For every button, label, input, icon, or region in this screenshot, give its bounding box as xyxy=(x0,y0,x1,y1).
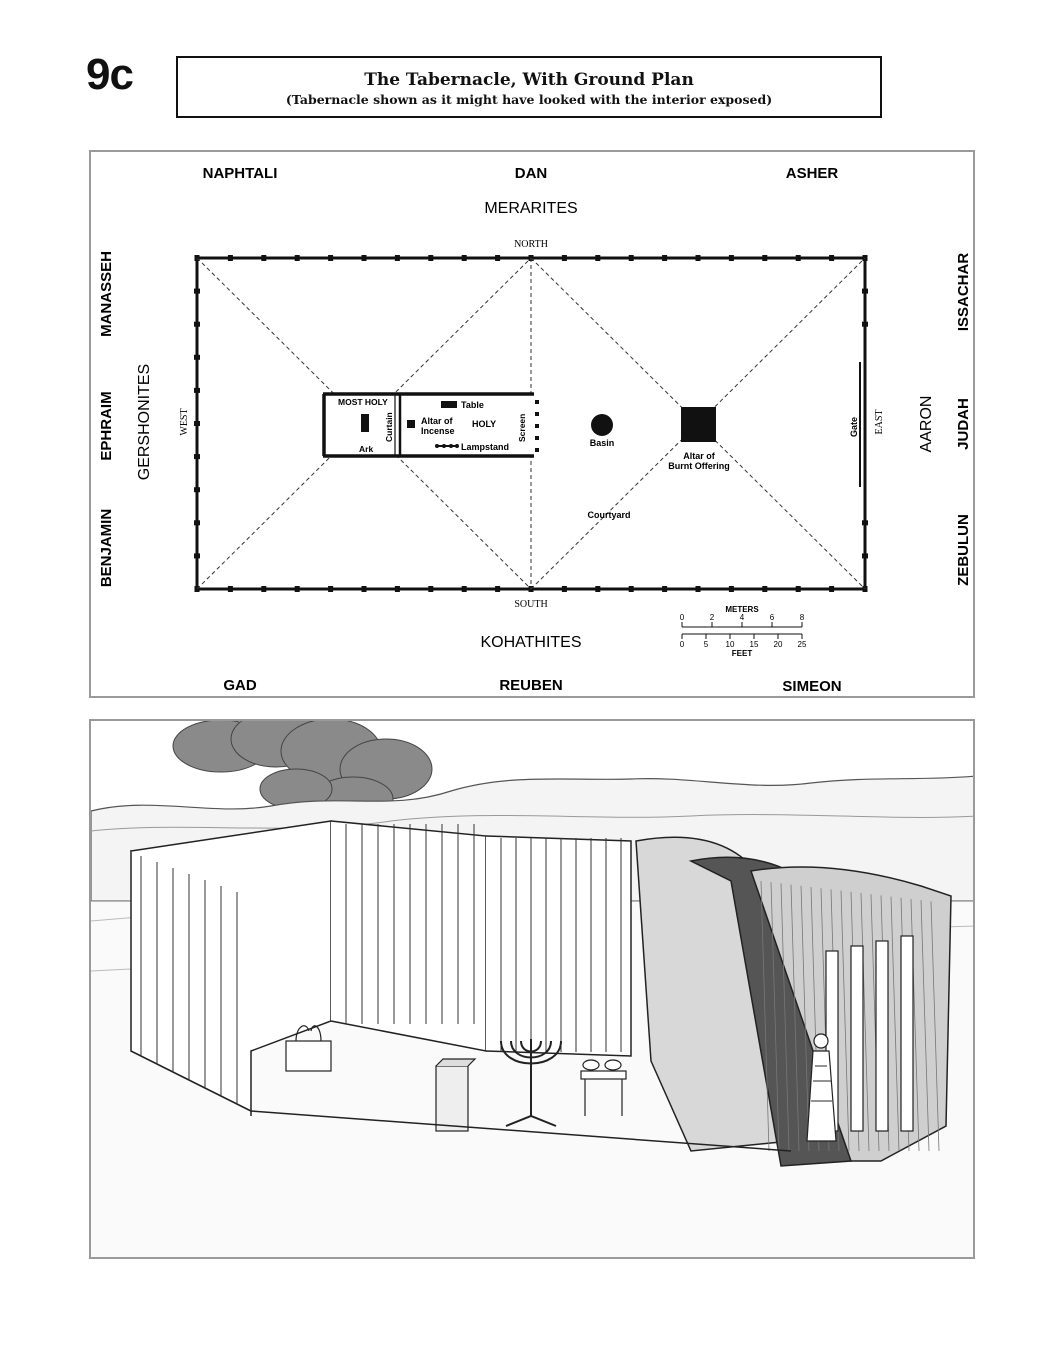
fence-post xyxy=(495,586,500,592)
tribe-gad: GAD xyxy=(223,677,257,694)
clan-gershonites: GERSHONITES xyxy=(136,363,153,481)
table-icon xyxy=(441,401,457,408)
scale-meters-label: METERS xyxy=(725,605,759,614)
label-altar-of-incense-2: Incense xyxy=(421,426,455,436)
direction-north: NORTH xyxy=(514,239,548,250)
label-holy: HOLY xyxy=(472,419,497,429)
fence-post xyxy=(862,520,868,525)
label-altar-of-incense-1: Altar of xyxy=(421,416,453,426)
page-subtitle: (Tabernacle shown as it might have looked with the interior exposed) xyxy=(285,92,773,107)
fence-post xyxy=(462,586,467,592)
fence-post xyxy=(696,255,701,261)
fence-post xyxy=(261,586,266,592)
feet-tick-label: 5 xyxy=(703,640,709,649)
tribe-issachar: ISSACHAR xyxy=(955,252,972,332)
fence-post xyxy=(228,586,233,592)
fence-post xyxy=(796,255,801,261)
fence-post xyxy=(428,586,433,592)
tribe-naphtali: NAPHTALI xyxy=(202,165,278,182)
fence-post xyxy=(228,255,233,261)
tribe-simeon: SIMEON xyxy=(782,678,842,695)
fence-post xyxy=(395,255,400,261)
feet-tick-label: 0 xyxy=(679,640,685,649)
direction-south: SOUTH xyxy=(514,599,548,610)
fence-post xyxy=(194,553,200,558)
fence-post xyxy=(261,255,266,261)
label-most-holy: MOST HOLY xyxy=(338,397,388,407)
page-title: The Tabernacle, With Ground Plan xyxy=(364,70,694,90)
fence-post xyxy=(194,322,200,327)
tribe-zebulun: ZEBULUN xyxy=(955,514,972,586)
feet-tick-label: 25 xyxy=(797,640,807,649)
title-box xyxy=(176,56,882,118)
fence-post xyxy=(662,255,667,261)
fence-post xyxy=(696,586,701,592)
fence-post xyxy=(729,255,734,261)
page-number: 9c xyxy=(86,50,133,99)
fence-post xyxy=(662,586,667,592)
fence-post xyxy=(194,487,200,492)
tribe-dan: DAN xyxy=(514,165,548,182)
tribe-asher: ASHER xyxy=(785,165,839,182)
feet-tick-label: 10 xyxy=(725,640,735,649)
meter-tick-label: 8 xyxy=(799,613,805,622)
fence-post xyxy=(562,586,567,592)
label-table: Table xyxy=(461,400,484,410)
ark-icon xyxy=(361,414,369,432)
feet-tick-label: 15 xyxy=(749,640,759,649)
label-lampstand: Lampstand xyxy=(461,442,510,452)
scale-bar xyxy=(680,605,807,658)
fence-post xyxy=(428,255,433,261)
tribe-judah: JUDAH xyxy=(955,398,972,450)
clan-merarites: MERARITES xyxy=(484,200,578,217)
fence-post xyxy=(595,255,600,261)
fence-post xyxy=(762,586,767,592)
fence-post xyxy=(328,586,333,592)
tribe-reuben: REUBEN xyxy=(499,677,563,694)
scale-feet-label: FEET xyxy=(731,649,753,658)
fence-post xyxy=(462,255,467,261)
ground-plan-panel xyxy=(89,150,975,698)
fence-post xyxy=(862,289,868,294)
fence-post xyxy=(862,553,868,558)
tribe-manasseh: MANASSEH xyxy=(98,251,115,337)
tabernacle-illustration-panel xyxy=(89,719,975,1259)
fence-post xyxy=(395,586,400,592)
label-screen: Screen xyxy=(517,413,527,442)
feet-tick-label: 20 xyxy=(773,640,783,649)
fence-post xyxy=(562,255,567,261)
label-basin: Basin xyxy=(589,438,615,448)
fence-post xyxy=(194,520,200,525)
fence-post xyxy=(295,586,300,592)
tabernacle-illustration xyxy=(91,721,975,1259)
fence-post xyxy=(194,289,200,294)
fence-post xyxy=(362,255,367,261)
label-gate: Gate xyxy=(849,416,859,437)
ground-plan xyxy=(91,152,977,700)
fence-post xyxy=(862,322,868,327)
altar-of-burnt-offering-icon xyxy=(681,407,716,442)
label-courtyard: Courtyard xyxy=(587,510,631,520)
fence-post xyxy=(629,255,634,261)
fence-post xyxy=(595,586,600,592)
tribe-ephraim: EPHRAIM xyxy=(98,391,115,461)
meter-tick-label: 2 xyxy=(709,613,715,622)
meter-tick-label: 6 xyxy=(769,613,775,622)
fence-post xyxy=(829,586,834,592)
label-ark: Ark xyxy=(359,444,374,454)
fence-post xyxy=(328,255,333,261)
fence-post xyxy=(362,586,367,592)
basin-icon xyxy=(591,414,613,436)
fence-post xyxy=(629,586,634,592)
meter-tick-label: 0 xyxy=(679,613,685,622)
fence-post xyxy=(194,421,200,426)
direction-west: WEST xyxy=(179,408,190,436)
fence-post xyxy=(729,586,734,592)
label-altar-burnt-2: Burnt Offering xyxy=(668,461,730,471)
label-altar-burnt-1: Altar of xyxy=(683,451,715,461)
clan-aaron: AARON xyxy=(918,395,935,453)
clan-kohathites: KOHATHITES xyxy=(480,634,582,651)
fence-post xyxy=(762,255,767,261)
altar-of-incense-icon xyxy=(407,420,415,428)
direction-east: EAST xyxy=(874,409,885,435)
fence-post xyxy=(194,454,200,459)
fence-post xyxy=(194,355,200,360)
label-curtain: Curtain xyxy=(384,412,394,442)
fence-post xyxy=(829,255,834,261)
fence-post xyxy=(495,255,500,261)
fence-post xyxy=(194,388,200,393)
fence-post xyxy=(295,255,300,261)
meter-tick-label: 4 xyxy=(739,613,745,622)
fence-post xyxy=(796,586,801,592)
tribe-benjamin: BENJAMIN xyxy=(98,508,115,588)
